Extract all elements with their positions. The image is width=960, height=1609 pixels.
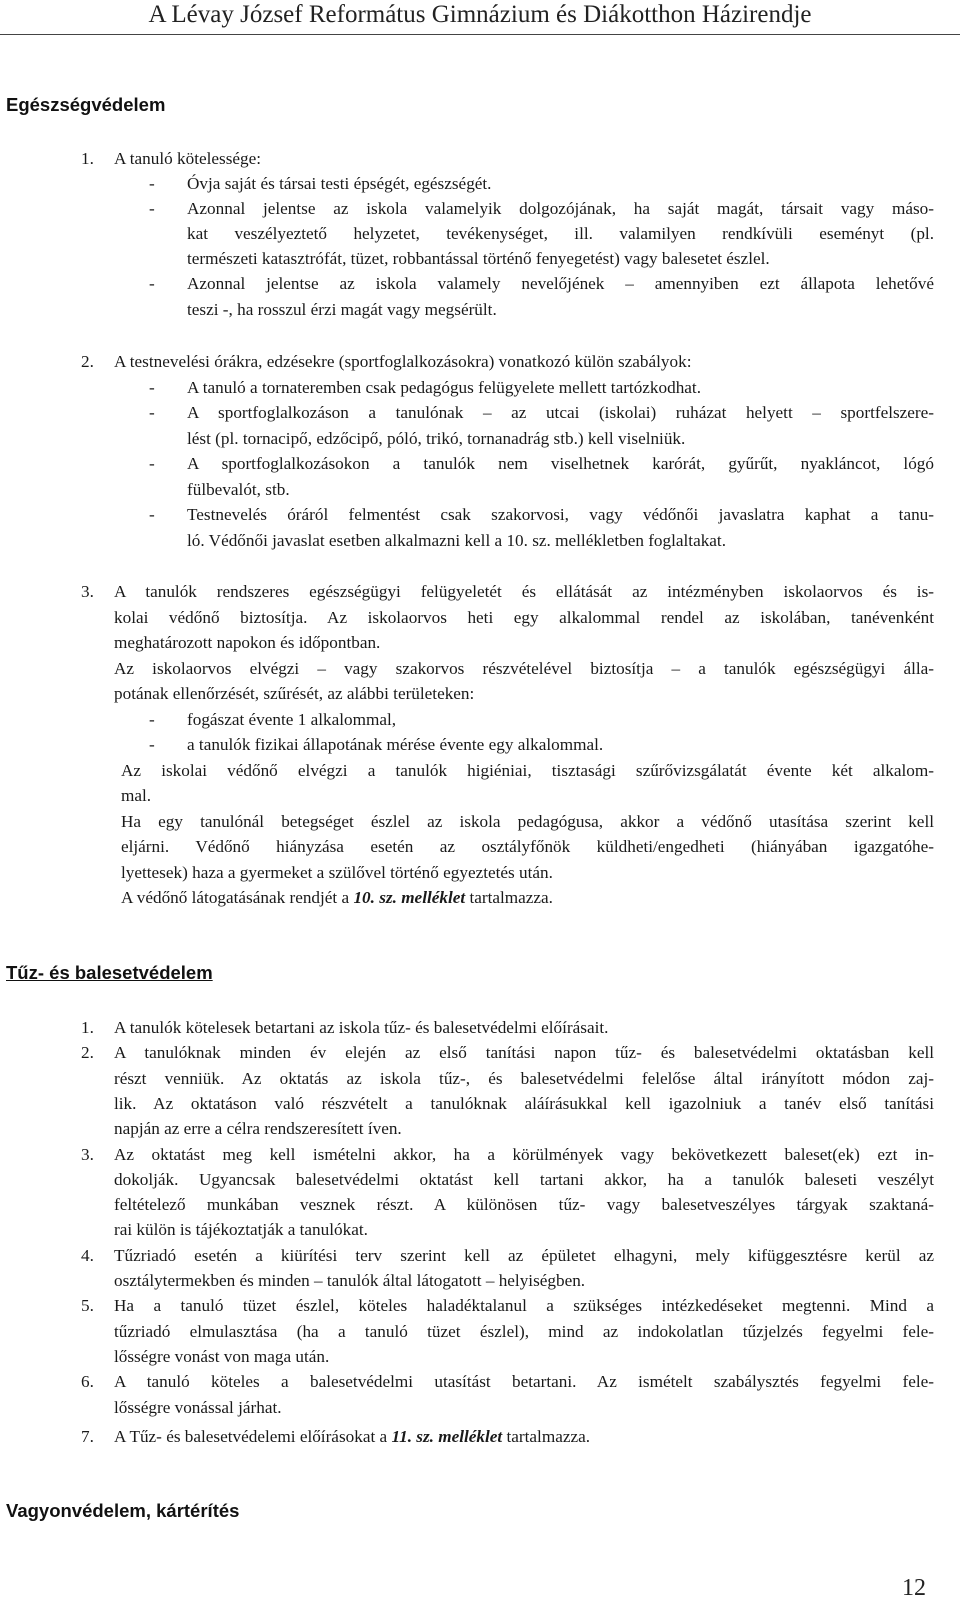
text-run: A Tűz- és balesetvédelemi előírásokat a — [114, 1427, 392, 1446]
list-item-text: Ha a tanuló tüzet észlel, köteles haladéktalanul a szükséges intézkedéseket megtenni. Mind a — [114, 1296, 934, 1316]
paragraph-line: eljárni. Védőnő hiányzása esetén az osztályfőnök küldheti/engedheti (hiányában igazgatóhe- — [121, 837, 934, 856]
list-item-text: Azonnal jelentse az iskola valamely nevelőjének – amennyiben ezt állapota lehetővé — [187, 274, 934, 293]
paragraph-line: meghatározott napokon és időpontban. — [114, 633, 381, 652]
paragraph-line: Ha egy tanulónál betegséget észlel az iskola pedagógusa, akkor a védőnő utasítása szerint kell — [121, 812, 934, 831]
list-item-text: feltételező munkában vesznek részt. A különösen tűz- vagy balesetveszélyes tárgyak szaktaná- — [114, 1195, 934, 1215]
list-item-text: részt venniük. Az oktatás az iskola tűz-, és balesetvédelmi felelőse által irányított módon zaj- — [114, 1068, 934, 1088]
list-item-text: Azonnal jelentse az iskola valamelyik dolgozójának, ha saját magát, társait vagy máso- — [187, 199, 934, 218]
section-heading-property: Vagyonvédelem, kártérítés — [6, 1500, 240, 1521]
list-item-text: Az oktatást meg kell ismételni akkor, ha a körülmények vagy bekövetkezett baleset(ek) ezt in- — [114, 1144, 934, 1164]
bullet-dash: - — [149, 174, 155, 193]
list-number: 4. — [81, 1245, 94, 1265]
bullet-dash: - — [149, 199, 155, 218]
list-number: 1. — [81, 149, 94, 168]
list-item-text: Tűzriadó esetén a kiürítési terv szerint kell az épületet elhagyni, mely kifüggesztésre kerül az — [114, 1245, 934, 1265]
list-item-text: Óvja saját és társai testi épségét, egészségét. — [187, 174, 492, 193]
list-item-text: ló. Védőnői javaslat esetben alkalmazni kell a 10. sz. mellékletben foglaltakat. — [187, 531, 726, 550]
paragraph-line: Az iskolaorvos elvégzi – vagy szakorvos részvételével biztosítja – a tanulók egészségügyi álla- — [114, 659, 934, 678]
bullet-dash: - — [149, 274, 155, 293]
list-number: 2. — [81, 1043, 94, 1063]
bullet-dash: - — [149, 378, 155, 397]
list-item-text: A sportfoglalkozásokon a tanulók nem viselhetnek karórát, gyűrűt, nyakláncot, lógó — [187, 454, 934, 473]
list-item-text: lést (pl. tornacipő, edzőcipő, póló, trikó, tornanadrág stb.) kell viselniük. — [187, 429, 686, 448]
text-run: tartalmazza. — [502, 1427, 591, 1446]
section-heading-fire-safety: Tűz- és balesetvédelem — [6, 962, 213, 983]
section-heading-health: Egészségvédelem — [6, 94, 166, 115]
list-item-text: tűzriadó elmulasztása (ha a tanuló tüzet észlel), mind az indokolatlan tűzjelzés fegyelmi fele- — [114, 1321, 934, 1341]
bullet-dash: - — [149, 454, 155, 473]
paragraph-line: A tanulók rendszeres egészségügyi felügyeletét és ellátását az intézményben iskolaorvos és is- — [114, 582, 934, 601]
list-number: 6. — [81, 1372, 94, 1392]
list-item-text: a tanulók fizikai állapotának mérése évente egy alkalommal. — [187, 735, 604, 754]
list-item-text: fogászat évente 1 alkalommal, — [187, 710, 397, 729]
bullet-dash: - — [149, 710, 155, 729]
list-item-text — [114, 1425, 590, 1449]
list-number: 3. — [81, 582, 94, 601]
list-item-text: A tanulóknak minden év elején az első tanítási napon tűz- és balesetvédelmi oktatásban kell — [114, 1043, 934, 1063]
page-header — [0, 0, 960, 35]
list-item-text: lik. Az oktatáson való részvételt a tanulóknak aláírásukkal kell igazolniuk a tanév első tanítási — [114, 1093, 934, 1113]
list-item-text: A testnevelési órákra, edzésekre (sportfoglalkozásokra) vonatkozó külön szabályok: — [114, 352, 692, 371]
list-item-text: Testnevelés óráról felmentést csak szakorvosi, vagy védőnői javaslatra kaphat a tanu- — [187, 505, 934, 524]
list-item-text: A tanulók kötelesek betartani az iskola tűz- és balesetvédelmi előírásait. — [114, 1018, 609, 1037]
bullet-dash: - — [149, 505, 155, 524]
list-item-text: lősségre vonást von maga után. — [114, 1346, 330, 1366]
page-number: 12 — [902, 1575, 926, 1601]
document-title: A Lévay József Református Gimnázium és Diákotthon Házirendje — [148, 1, 812, 28]
list-number: 3. — [81, 1144, 94, 1164]
list-item-text: dokolják. Ugyancsak balesetvédelmi oktatást kell tartani akkor, ha a tanulók baleseti veszélyt — [114, 1169, 934, 1189]
list-item-text: lősségre vonással járhat. — [114, 1397, 282, 1417]
list-number: 7. — [81, 1427, 94, 1446]
annex-reference: 10. sz. melléklet — [353, 888, 466, 907]
paragraph-line — [121, 886, 553, 910]
bullet-dash: - — [149, 403, 155, 422]
paragraph-line: kolai védőnő biztosítja. Az iskolaorvos heti egy alkalommal rendel az iskolában, tanévenként — [114, 608, 934, 627]
list-item-text: A tanuló a tornateremben csak pedagógus felügyelete mellett tartózkodhat. — [187, 378, 702, 397]
paragraph-line: mal. — [121, 786, 152, 805]
bullet-dash: - — [149, 735, 155, 754]
list-number: 5. — [81, 1296, 94, 1316]
list-number: 1. — [81, 1018, 94, 1037]
list-item-text: rai külön is tájékoztatják a tanulókat. — [114, 1220, 368, 1240]
annex-reference: 11. sz. melléklet — [391, 1427, 503, 1446]
paragraph-line: lyettesek) haza a gyermeket a szülővel történő egyeztetés után. — [121, 863, 553, 882]
list-item-text: A sportfoglalkozáson a tanulónak – az utcai (iskolai) ruházat helyett – sportfelszere- — [187, 403, 934, 422]
paragraph-line: potának ellenőrzését, szűrését, az alábbi területeken: — [114, 684, 475, 703]
text-run: tartalmazza. — [465, 888, 553, 907]
list-item-text: fülbevalót, stb. — [187, 480, 290, 499]
text-run: A védőnő látogatásának rendjét a — [121, 888, 354, 907]
paragraph-line: Az iskolai védőnő elvégzi a tanulók higiéniai, tisztasági szűrővizsgálatát évente két alkalom- — [121, 761, 934, 780]
list-item-text: osztálytermekben és minden – tanulók által látogatott – helyiségben. — [114, 1271, 586, 1290]
list-item-text: A tanuló kötelessége: — [114, 149, 262, 168]
list-number: 2. — [81, 352, 94, 371]
list-item-text: kat veszélyeztető helyzetet, tevékenységet, ill. valamilyen rendkívüli eseményt (pl. — [187, 224, 934, 243]
list-item-text: természeti katasztrófát, tüzet, robbantással történő fenyegetést) vagy balesetet észlel. — [187, 249, 770, 268]
list-item-text: A tanuló köteles a balesetvédelmi utasítást betartani. Az ismételt szabálysztés fegyelmi fele- — [114, 1372, 934, 1392]
list-item-text: napján az erre a célra rendszeresített íven. — [114, 1119, 402, 1139]
list-item-text: teszi -, ha rosszul érzi magát vagy megsérült. — [187, 300, 497, 319]
